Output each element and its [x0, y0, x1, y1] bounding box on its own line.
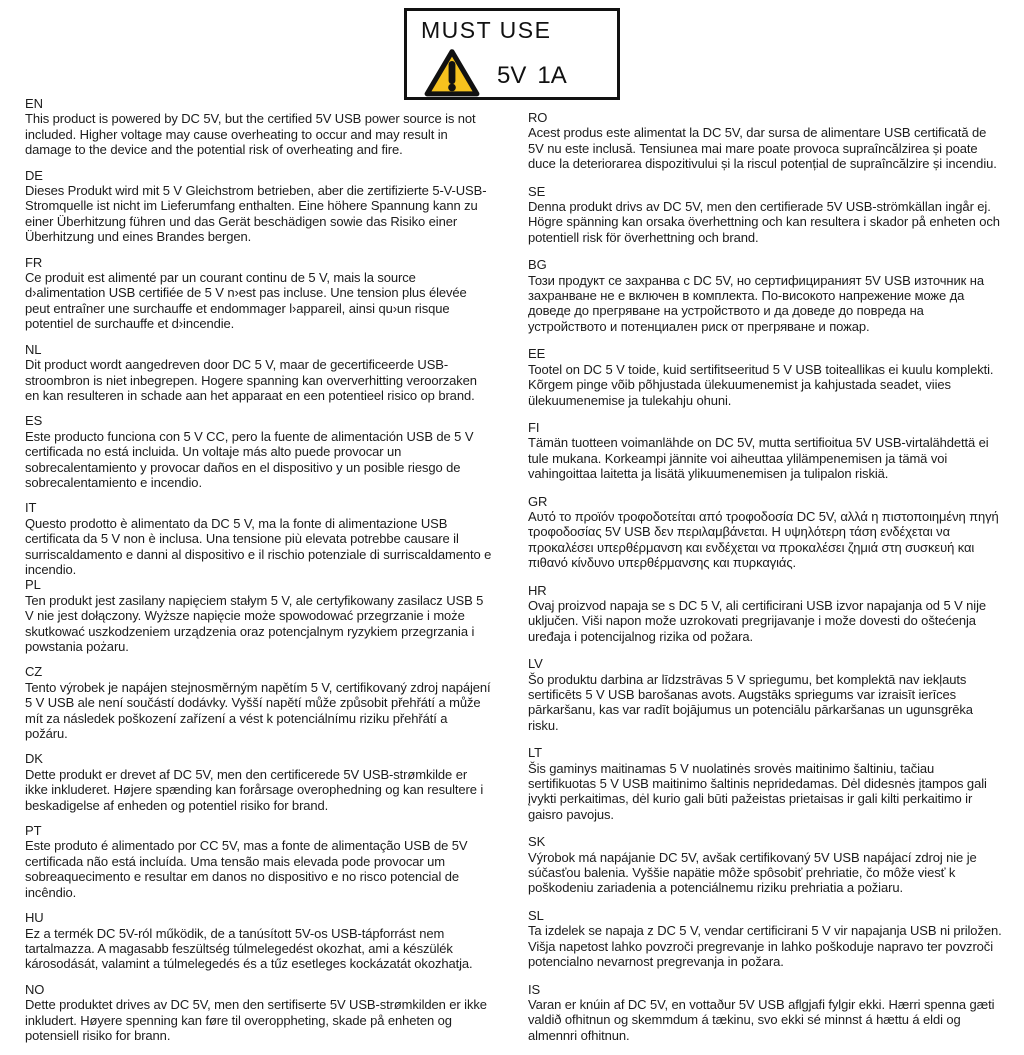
- warning-text-ro: Acest produs este alimentat la DC 5V, dar sursa de alimentare USB certificată de 5V nu este inclusă. Tensiunea mai mare poate provoca supraîncălzirea și poate duce la deteriorarea dispozitivului și la riscul potențial de supraîncălzire și incendiu.: [528, 125, 997, 172]
- section-it: [25, 500, 493, 577]
- warning-text-dk: Dette produkt er drevet af DC 5V, men den certificerede 5V USB-strømkilde er ikke inkluderet. Højere spænding kan forårsage overophedning og kan resultere i beskadigelse af enheden og potentiel risiko for brand.: [25, 766, 484, 813]
- warning-text-fr: Ce produit est alimenté par un courant continu de 5 V, mais la source d›alimentation USB certifiée de 5 V n›est pas incluse. Une tension plus élevée peut entraîner une surchauffe et endommager l›appareil, ainsi qu›un risque potentiel de surchauffe et d›incendie.: [25, 270, 467, 332]
- section-ro: [528, 110, 1002, 172]
- warning-text-en: This product is powered by DC 5V, but the certified 5V USB power source is not included. Higher voltage may cause overheating to occur and may result in damage to the device and the potential risk of overheating and fire.: [25, 111, 476, 158]
- language-code-es: ES: [25, 413, 43, 429]
- warning-text-is: Varan er knúin af DC 5V, en vottaður 5V USB aflgjafi fylgir ekki. Hærri spenna gæti valdið ofhitnun og skemmdum á tækinu, svo ekki sé minnst á hættu á eldi og almennri ofhitnun.: [528, 996, 995, 1043]
- language-code-no: NO: [25, 981, 45, 997]
- section-nl: [25, 342, 493, 404]
- section-es: [25, 413, 493, 490]
- section-de: [25, 168, 493, 245]
- section-is: [528, 982, 1002, 1044]
- language-code-fr: FR: [25, 254, 43, 270]
- language-code-is: IS: [528, 981, 541, 997]
- language-code-en: EN: [25, 96, 43, 111]
- must-use-box: [404, 8, 620, 100]
- section-pl: [25, 577, 493, 654]
- language-code-se: SE: [528, 183, 546, 199]
- language-code-sl: SL: [528, 907, 544, 923]
- warning-text-ee: Tootel on DC 5 V toide, kuid sertifitseeritud 5 V USB toiteallikas ei kuulu komplekti. Kõrgem pinge võib põhjustada ülekuumenemist ja kahjustada seadet, viies ülekuumenemise ja tulekahju ohuni.: [528, 361, 994, 408]
- left-column: [25, 96, 493, 1053]
- warning-text-hu: Ez a termék DC 5V-ról működik, de a tanúsított 5V-os USB-tápforrást nem tartalmazza. A magasabb feszültség túlmelegedést okozhat, ami a készülék károsodását, valamint a túlmelegedés és a tűz esetleges kockázatát okozhatja.: [25, 925, 473, 972]
- language-code-ro: RO: [528, 110, 548, 125]
- section-gr: [528, 494, 1002, 571]
- language-code-hr: HR: [528, 582, 547, 598]
- language-code-pl: PL: [25, 577, 41, 593]
- section-lv: [528, 656, 1002, 733]
- must-use-title: MUST USE: [421, 17, 552, 43]
- warning-text-es: Este producto funciona con 5 V CC, pero la fuente de alimentación USB de 5 V certificada no está incluida. Un voltaje más alto puede provocar un sobrecalentamiento y provocar daños en el dispositivo y un posible riesgo de sobrecalentamiento e incendio.: [25, 428, 474, 490]
- section-sk: [528, 834, 1002, 896]
- section-sl: [528, 908, 1002, 970]
- section-bg: [528, 257, 1002, 334]
- section-en: [25, 96, 493, 158]
- warning-text-de: Dieses Produkt wird mit 5 V Gleichstrom betrieben, aber die zertifizierte 5-V-USB-Stromquelle ist nicht im Lieferumfang enthalten. Eine höhere Spannung kann zu einer Überhitzung führen und das Gerät beschädigen sowie das Risiko einer Überhitzung und eines Brandes bergen.: [25, 183, 487, 245]
- warning-text-se: Denna produkt drivs av DC 5V, men den certifierade 5V USB-strömkällan ingår ej. Högre spänning kan orsaka överhettning och kan resultera i skador på enheten och potentiell risk för överhettning och brand.: [528, 199, 1000, 245]
- language-code-dk: DK: [25, 751, 43, 767]
- language-code-lv: LV: [528, 656, 543, 672]
- language-code-fi: FI: [528, 419, 540, 435]
- section-ee: [528, 346, 1002, 408]
- voltage-value: 5V: [497, 61, 527, 89]
- language-code-cz: CZ: [25, 664, 43, 680]
- power-spec-text: [497, 62, 567, 90]
- section-fi: [528, 420, 1002, 482]
- language-code-gr: GR: [528, 493, 548, 509]
- warning-text-lv: Šo produktu darbina ar līdzstrāvas 5 V spriegumu, bet komplektā nav iekļauts sertificēts 5 V USB barošanas avots. Augstāks spriegums var izraisīt ierīces pārkaršanu, kas var radīt bojājumus un potenciālu pārkaršanas un ugunsgrēka risku.: [528, 671, 973, 733]
- warning-text-sl: Ta izdelek se napaja z DC 5 V, vendar certificirani 5 V vir napajanja USB ni priložen. Višja napetost lahko povzroči pregrevanje in lahko poškoduje napravo ter povzroči potencialno nevarnost pregrevanja in požara.: [528, 923, 1002, 970]
- warning-text-no: Dette produktet drives av DC 5V, men den sertifiserte 5V USB-strømkilden er ikke inkludert. Høyere spenning kan føre til overoppheting, skade på enheten og potensiell risiko for brann.: [25, 997, 487, 1043]
- language-code-de: DE: [25, 167, 43, 183]
- language-code-ee: EE: [528, 346, 546, 362]
- section-lt: [528, 745, 1002, 822]
- section-no: [25, 982, 493, 1044]
- language-code-it: IT: [25, 500, 37, 516]
- warning-text-bg: Този продукт се захранва с DC 5V, но сертифицираният 5V USB източник на захранване не е включен в комплекта. По-високото напрежение може да доведе до прегряване на устройството и да доведе до повреда на устройството и потенциален риск от прегряване и пожар.: [528, 272, 984, 334]
- warning-text-pt: Este produto é alimentado por CC 5V, mas a fonte de alimentação USB de 5V certificada não está incluída. Uma tensão mais elevada pode provocar um sobreaquecimento e resultar em danos no dispositivo e no risco potencial de incêndio.: [25, 838, 468, 900]
- warning-text-hr: Ovaj proizvod napaja se s DC 5 V, ali certificirani USB izvor napajanja od 5 V nije uključen. Viši napon može uzrokovati pregrijavanje i može dovesti do oštećenja uređaja i potencijalnog rizika od požara.: [528, 597, 987, 644]
- section-se: [528, 184, 1002, 246]
- warning-text-gr: Αυτό το προϊόν τροφοδοτείται από τροφοδοσία DC 5V, αλλά η πιστοποιημένη πηγή τροφοδοσίας 5V USB δεν περιλαμβάνεται. Η υψηλότερη τάση ενδέχεται να προκαλέσει υπερθέρμανση και ενδέχεται να προκαλέσει ζημιά στη συσκευή και πιθανό κίνδυνο υπερθέρμανσης και πυρκαγιάς.: [528, 508, 999, 571]
- section-dk: [25, 751, 493, 813]
- section-fr: [25, 255, 493, 332]
- section-hu: [25, 910, 493, 972]
- warning-text-nl: Dit product wordt aangedreven door DC 5 V, maar de gecertificeerde USB-stroombron is niet inbegrepen. Hogere spanning kan oververhitting veroorzaken en kan resulteren in schade aan het apparaat en een potentieel risico op brand.: [25, 357, 477, 403]
- warning-text-pl: Ten produkt jest zasilany napięciem stałym 5 V, ale certyfikowany zasilacz USB 5 V nie jest dołączony. Wyższe napięcie może spowodować przegrzanie i może skutkować uszkodzeniem urządzenia oraz potencjalnym ryzykiem przegrzania i powstania pożaru.: [25, 592, 484, 654]
- section-cz: [25, 664, 493, 741]
- language-code-sk: SK: [528, 834, 546, 850]
- language-code-hu: HU: [25, 910, 44, 926]
- language-code-bg: BG: [528, 257, 547, 273]
- language-code-lt: LT: [528, 745, 543, 761]
- section-hr: [528, 583, 1002, 645]
- right-column: [528, 110, 1002, 1055]
- warning-text-it: Questo prodotto è alimentato da DC 5 V, ma la fonte di alimentazione USB certificata da 5 V non è inclusa. Una tensione più elevata potrebbe causare il surriscaldamento e danni al dispositivo e il rischio potenziale di surriscaldamento e incendio.: [25, 515, 492, 577]
- current-value: 1A: [537, 61, 567, 89]
- language-code-pt: PT: [25, 823, 42, 839]
- warning-text-lt: Šis gaminys maitinamas 5 V nuolatinės srovės maitinimo šaltiniu, tačiau sertifikuotas 5 V USB maitinimo šaltinis nepridedamas. Dėl didesnės įtampos gali įvykti perkaitimas, dėl kurio gali būti pažeistas prietaisas ir gali kilti perkaitimo ir gaisro pavojus.: [528, 760, 987, 822]
- warning-text-sk: Výrobok má napájanie DC 5V, avšak certifikovaný 5V USB napájací zdroj nie je súčasťou balenia. Vyššie napätie môže spôsobiť prehriatie, čo môže viesť k poškodeniu zariadenia a potenciálnemu riziku prehriatia a požiaru.: [528, 849, 977, 896]
- language-code-nl: NL: [25, 341, 42, 357]
- warning-text-cz: Tento výrobek je napájen stejnosměrným napětím 5 V, certifikovaný zdroj napájení 5 V USB ale není součástí dodávky. Vyšší napětí může způsobit přehřátí a může mít za následek poškození zařízení a vést k potenciálnímu riziku přehřátí a požáru.: [25, 679, 491, 742]
- warning-text-fi: Tämän tuotteen voimanlähde on DC 5V, mutta sertifioitua 5V USB-virtalähdettä ei tule mukana. Korkeampi jännite voi aiheuttaa ylilämpenemisen ja tämä voi vahingoittaa laitetta ja lisätä ylikuumenemisen ja tulipalon riskiä.: [528, 435, 989, 482]
- section-pt: [25, 823, 493, 900]
